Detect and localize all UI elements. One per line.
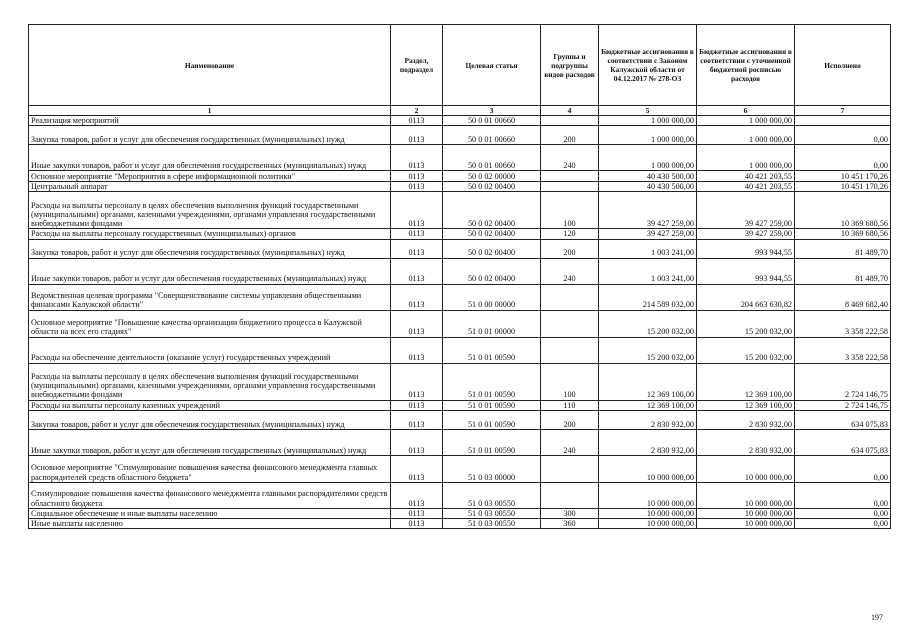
row-refined-amount-cell: 39 427 259,00: [697, 229, 795, 239]
row-section-cell: 0113: [391, 258, 443, 284]
column-number: 1: [29, 106, 391, 116]
row-section-cell: 0113: [391, 116, 443, 126]
row-group-cell: [541, 116, 599, 126]
row-target-cell: 50 0 01 00660: [443, 145, 541, 171]
row-name-cell: Ведомственная целевая программа "Совершенствование системы управления общественными финансами Калужской области": [29, 284, 391, 310]
row-law-amount-cell: 1 003 241,00: [599, 258, 697, 284]
row-group-cell: 100: [541, 192, 599, 229]
row-refined-amount-cell: 10 000 000,00: [697, 482, 795, 508]
budget-table: [28, 24, 891, 529]
table-row: [29, 508, 891, 518]
column-number: 4: [541, 106, 599, 116]
row-law-amount-cell: 10 000 000,00: [599, 455, 697, 482]
row-section-cell: 0113: [391, 284, 443, 310]
header-target: Целевая статья: [443, 25, 541, 106]
row-executed-amount-cell: 10 451 170,26: [795, 182, 891, 192]
row-law-amount-cell: 214 589 032,00: [599, 284, 697, 310]
row-law-amount-cell: 15 200 032,00: [599, 310, 697, 337]
row-refined-amount-cell: 1 000 000,00: [697, 126, 795, 145]
row-law-amount-cell: 1 000 000,00: [599, 116, 697, 126]
row-law-amount-cell: 15 200 032,00: [599, 337, 697, 363]
header-law-allocations: Бюджетные ассигнования в соответствии с Законом Калужской области от 04.12.2017 № 278-ОЗ: [599, 25, 697, 106]
row-refined-amount-cell: 15 200 032,00: [697, 337, 795, 363]
table-row: [29, 229, 891, 239]
row-target-cell: 51 0 03 00550: [443, 508, 541, 518]
row-section-cell: 0113: [391, 310, 443, 337]
row-group-cell: [541, 310, 599, 337]
row-section-cell: 0113: [391, 400, 443, 410]
row-target-cell: 50 0 02 00400: [443, 192, 541, 229]
row-refined-amount-cell: 1 000 000,00: [697, 145, 795, 171]
row-name-cell: Иные закупки товаров, работ и услуг для обеспечения государственных (муниципальных) нужд: [29, 258, 391, 284]
row-name-cell: Расходы на выплаты персоналу в целях обеспечения выполнения функций государственными (муниципальными) органами, казенными учреждениями, органами управления государственными внебюджетными фондами: [29, 363, 391, 400]
row-target-cell: 50 0 01 00660: [443, 116, 541, 126]
row-law-amount-cell: 2 830 932,00: [599, 410, 697, 429]
row-law-amount-cell: 39 427 259,00: [599, 192, 697, 229]
row-executed-amount-cell: 634 075,83: [795, 429, 891, 455]
row-law-amount-cell: 12 369 100,00: [599, 363, 697, 400]
table-row: [29, 258, 891, 284]
row-target-cell: 51 0 01 00590: [443, 410, 541, 429]
header-refined-allocations: Бюджетные ассигнования в соответствии с уточненной бюджетной росписью расходов: [697, 25, 795, 106]
row-executed-amount-cell: 3 358 222,58: [795, 310, 891, 337]
row-executed-amount-cell: 3 358 222,58: [795, 337, 891, 363]
row-name-cell: Основное мероприятие "Повышение качества организации бюджетного процесса в Калужской области на всех его стадиях": [29, 310, 391, 337]
column-number: 5: [599, 106, 697, 116]
row-refined-amount-cell: 10 000 000,00: [697, 519, 795, 529]
table-row: [29, 363, 891, 400]
row-section-cell: 0113: [391, 182, 443, 192]
row-section-cell: 0113: [391, 145, 443, 171]
row-group-cell: [541, 482, 599, 508]
row-law-amount-cell: 1 003 241,00: [599, 239, 697, 258]
row-executed-amount-cell: 0,00: [795, 519, 891, 529]
row-name-cell: Расходы на выплаты персоналу казенных учреждений: [29, 400, 391, 410]
row-law-amount-cell: 10 000 000,00: [599, 482, 697, 508]
table-row: [29, 310, 891, 337]
row-group-cell: [541, 182, 599, 192]
row-refined-amount-cell: 10 000 000,00: [697, 508, 795, 518]
row-law-amount-cell: 12 369 100,00: [599, 400, 697, 410]
column-number-row: [29, 106, 891, 116]
row-target-cell: 51 0 01 00590: [443, 363, 541, 400]
column-number: 7: [795, 106, 891, 116]
row-section-cell: 0113: [391, 429, 443, 455]
row-group-cell: 200: [541, 126, 599, 145]
header-executed: Исполнено: [795, 25, 891, 106]
row-target-cell: 50 0 01 00660: [443, 126, 541, 145]
row-refined-amount-cell: 993 944,55: [697, 258, 795, 284]
table-row: [29, 519, 891, 529]
row-group-cell: [541, 171, 599, 182]
table-row: [29, 429, 891, 455]
row-target-cell: 50 0 02 00400: [443, 229, 541, 239]
row-executed-amount-cell: 10 369 680,56: [795, 192, 891, 229]
row-name-cell: Иные закупки товаров, работ и услуг для обеспечения государственных (муниципальных) нужд: [29, 429, 391, 455]
row-executed-amount-cell: 0,00: [795, 508, 891, 518]
table-row: [29, 455, 891, 482]
row-target-cell: 51 0 01 00590: [443, 400, 541, 410]
row-target-cell: 50 0 02 00400: [443, 239, 541, 258]
row-executed-amount-cell: 2 724 146,75: [795, 363, 891, 400]
row-executed-amount-cell: 0,00: [795, 145, 891, 171]
row-name-cell: Стимулирование повышения качества финансового менеджмента главными распорядителями средств областного бюджета: [29, 482, 391, 508]
row-executed-amount-cell: 2 724 146,75: [795, 400, 891, 410]
row-target-cell: 51 0 03 00550: [443, 482, 541, 508]
row-group-cell: 240: [541, 258, 599, 284]
row-group-cell: 360: [541, 519, 599, 529]
row-executed-amount-cell: 8 469 682,40: [795, 284, 891, 310]
row-section-cell: 0113: [391, 229, 443, 239]
table-row: [29, 171, 891, 182]
row-refined-amount-cell: 40 421 203,55: [697, 182, 795, 192]
row-executed-amount-cell: 634 075,83: [795, 410, 891, 429]
table-row: [29, 410, 891, 429]
row-refined-amount-cell: 40 421 203,55: [697, 171, 795, 182]
row-group-cell: 110: [541, 400, 599, 410]
table-header-row: [29, 25, 891, 106]
row-target-cell: 51 0 00 00000: [443, 284, 541, 310]
row-law-amount-cell: 10 000 000,00: [599, 508, 697, 518]
row-executed-amount-cell: 0,00: [795, 482, 891, 508]
row-section-cell: 0113: [391, 455, 443, 482]
row-law-amount-cell: 2 830 932,00: [599, 429, 697, 455]
row-executed-amount-cell: 10 369 680,56: [795, 229, 891, 239]
row-refined-amount-cell: 993 944,55: [697, 239, 795, 258]
row-target-cell: 51 0 01 00590: [443, 429, 541, 455]
page-number: 197: [871, 613, 883, 622]
row-section-cell: 0113: [391, 482, 443, 508]
row-group-cell: [541, 284, 599, 310]
row-name-cell: Иные закупки товаров, работ и услуг для обеспечения государственных (муниципальных) нужд: [29, 145, 391, 171]
header-group: Группы и подгруппы видов расходов: [541, 25, 599, 106]
row-target-cell: 50 0 02 00400: [443, 182, 541, 192]
table-row: [29, 482, 891, 508]
table-row: [29, 239, 891, 258]
row-executed-amount-cell: [795, 116, 891, 126]
row-refined-amount-cell: 2 830 932,00: [697, 429, 795, 455]
row-group-cell: 300: [541, 508, 599, 518]
row-executed-amount-cell: 81 489,70: [795, 239, 891, 258]
row-section-cell: 0113: [391, 508, 443, 518]
row-name-cell: Реализация мероприятий: [29, 116, 391, 126]
table-row: [29, 192, 891, 229]
row-name-cell: Расходы на выплаты персоналу государственных (муниципальных) органов: [29, 229, 391, 239]
column-number: 2: [391, 106, 443, 116]
row-name-cell: Расходы на выплаты персоналу в целях обеспечения выполнения функций государственными (муниципальными) органами, казенными учреждениями, органами управления государственными внебюджетными фондами: [29, 192, 391, 229]
row-group-cell: 120: [541, 229, 599, 239]
row-executed-amount-cell: 81 489,70: [795, 258, 891, 284]
row-section-cell: 0113: [391, 192, 443, 229]
row-law-amount-cell: 39 427 259,00: [599, 229, 697, 239]
row-section-cell: 0113: [391, 337, 443, 363]
row-refined-amount-cell: 12 369 100,00: [697, 363, 795, 400]
row-refined-amount-cell: 2 830 932,00: [697, 410, 795, 429]
row-section-cell: 0113: [391, 126, 443, 145]
row-group-cell: 240: [541, 145, 599, 171]
row-target-cell: 50 0 02 00000: [443, 171, 541, 182]
table-row: [29, 116, 891, 126]
table-row: [29, 337, 891, 363]
row-name-cell: Основное мероприятие "Стимулирование повышения качества финансового менеджмента главных распорядителей средств областного бюджета": [29, 455, 391, 482]
table-row: [29, 284, 891, 310]
row-refined-amount-cell: 12 369 100,00: [697, 400, 795, 410]
row-name-cell: Расходы на обеспечение деятельности (оказание услуг) государственных учреждений: [29, 337, 391, 363]
row-section-cell: 0113: [391, 519, 443, 529]
row-law-amount-cell: 1 000 000,00: [599, 126, 697, 145]
row-group-cell: 240: [541, 429, 599, 455]
row-law-amount-cell: 10 000 000,00: [599, 519, 697, 529]
row-section-cell: 0113: [391, 410, 443, 429]
row-refined-amount-cell: 204 663 630,82: [697, 284, 795, 310]
row-name-cell: Основное мероприятие "Мероприятия в сфере информационной политики": [29, 171, 391, 182]
row-target-cell: 51 0 01 00590: [443, 337, 541, 363]
row-law-amount-cell: 40 430 500,00: [599, 171, 697, 182]
table-row: [29, 126, 891, 145]
row-section-cell: 0113: [391, 363, 443, 400]
table-row: [29, 182, 891, 192]
row-name-cell: Социальное обеспечение и иные выплаты населению: [29, 508, 391, 518]
row-target-cell: 51 0 01 00000: [443, 310, 541, 337]
row-name-cell: Центральный аппарат: [29, 182, 391, 192]
row-law-amount-cell: 40 430 500,00: [599, 182, 697, 192]
row-executed-amount-cell: 0,00: [795, 455, 891, 482]
row-group-cell: 100: [541, 363, 599, 400]
row-executed-amount-cell: 10 451 170,26: [795, 171, 891, 182]
table-body: [29, 116, 891, 529]
row-group-cell: [541, 455, 599, 482]
column-number: 3: [443, 106, 541, 116]
row-target-cell: 51 0 03 00000: [443, 455, 541, 482]
row-refined-amount-cell: 1 000 000,00: [697, 116, 795, 126]
table-row: [29, 400, 891, 410]
row-name-cell: Закупка товаров, работ и услуг для обеспечения государственных (муниципальных) нужд: [29, 410, 391, 429]
header-name: Наименование: [29, 25, 391, 106]
row-refined-amount-cell: 39 427 259,00: [697, 192, 795, 229]
row-section-cell: 0113: [391, 239, 443, 258]
row-target-cell: 51 0 03 00550: [443, 519, 541, 529]
column-number: 6: [697, 106, 795, 116]
row-law-amount-cell: 1 000 000,00: [599, 145, 697, 171]
row-group-cell: 200: [541, 239, 599, 258]
row-group-cell: [541, 337, 599, 363]
row-refined-amount-cell: 10 000 000,00: [697, 455, 795, 482]
row-section-cell: 0113: [391, 171, 443, 182]
row-refined-amount-cell: 15 200 032,00: [697, 310, 795, 337]
row-name-cell: Иные выплаты населению: [29, 519, 391, 529]
row-group-cell: 200: [541, 410, 599, 429]
row-name-cell: Закупка товаров, работ и услуг для обеспечения государственных (муниципальных) нужд: [29, 126, 391, 145]
row-name-cell: Закупка товаров, работ и услуг для обеспечения государственных (муниципальных) нужд: [29, 239, 391, 258]
header-section: Раздел, подраздел: [391, 25, 443, 106]
table-row: [29, 145, 891, 171]
row-executed-amount-cell: 0,00: [795, 126, 891, 145]
row-target-cell: 50 0 02 00400: [443, 258, 541, 284]
